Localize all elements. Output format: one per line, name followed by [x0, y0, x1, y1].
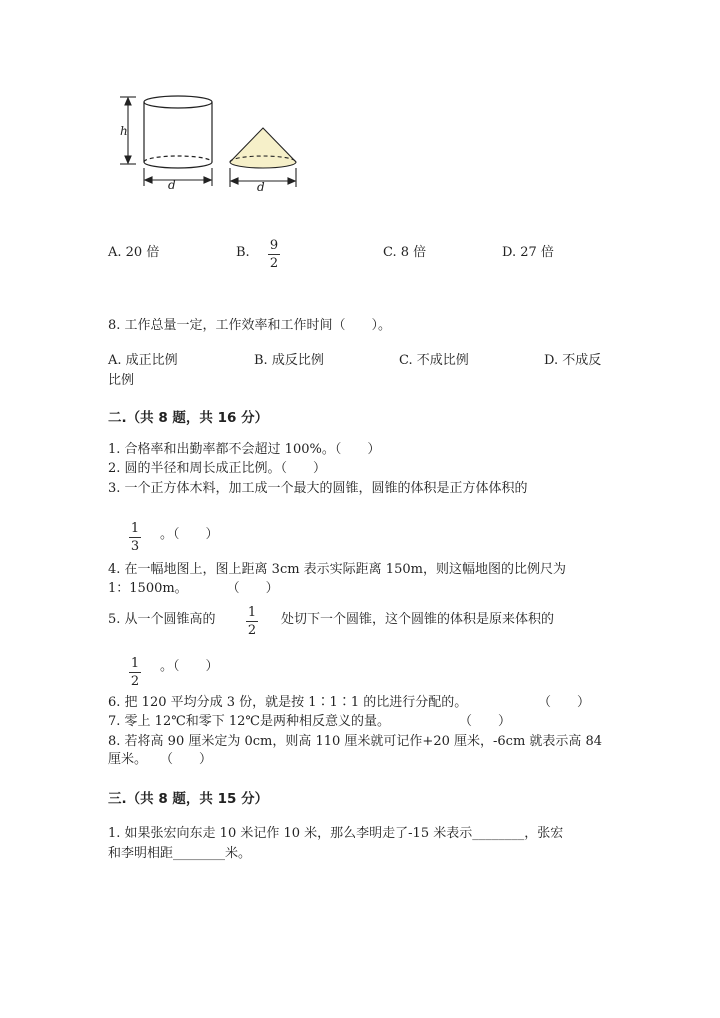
s2-q4-line1: 4. 在一幅地图上，图上距离 3cm 表示实际距离 150m，则这幅地图的比例尺为	[108, 562, 566, 577]
q7-option-d[interactable]: D. 27 倍	[502, 245, 554, 260]
cylinder-diameter-label: d	[168, 178, 176, 192]
geometry-figure	[110, 88, 310, 198]
cone-shape	[230, 128, 296, 168]
cone-diameter-label: d	[257, 180, 265, 194]
fraction-denominator: 3	[130, 539, 140, 554]
s2-q1: 1. 合格率和出勤率都不会超过 100%。（ ）	[108, 442, 381, 457]
q8-option-a[interactable]: A. 成正比例	[108, 353, 178, 368]
s2-q7: 7. 零上 12℃和零下 12℃是两种相反意义的量。	[108, 714, 390, 729]
s2-q8-line2: 厘米。 （ ）	[108, 752, 213, 767]
q8-option-b[interactable]: B. 成反比例	[254, 353, 324, 368]
q8-option-d-continued: 比例	[108, 373, 135, 388]
s2-q5-middle: 处切下一个圆锥，这个圆锥的体积是原来体积的	[281, 612, 555, 627]
fraction-numerator: 1	[247, 605, 257, 620]
s2-q6-paren: （ ）	[538, 695, 591, 710]
s3-q1-line2: 和李明相距________米。	[108, 846, 252, 861]
q7-option-a[interactable]: A. 20 倍	[108, 245, 160, 260]
s2-q2: 2. 圆的半径和周长成正比例。（ ）	[108, 461, 327, 476]
fraction-numerator: 9	[269, 238, 279, 253]
s3-q1-line1: 1. 如果张宏向东走 10 米记作 10 米，那么李明走了-15 米表示________，张宏	[108, 826, 564, 841]
cylinder-shape	[144, 96, 212, 168]
fraction-denominator: 2	[269, 256, 279, 271]
q7-option-b-fraction	[268, 238, 280, 271]
section-2-title: 二.（共 8 题，共 16 分）	[108, 410, 269, 426]
s2-q5-tail: 。（ ）	[160, 659, 219, 674]
q7-option-c[interactable]: C. 8 倍	[383, 245, 427, 260]
fraction-denominator: 2	[130, 674, 140, 689]
s2-q5-start: 5. 从一个圆锥高的	[108, 612, 216, 627]
q7-option-b-label[interactable]: B.	[236, 245, 250, 260]
s2-q3-fraction	[129, 521, 141, 554]
q8-option-c[interactable]: C. 不成比例	[399, 353, 469, 368]
s2-q5-fraction	[246, 605, 258, 638]
fraction-numerator: 1	[130, 656, 140, 671]
fraction-numerator: 1	[130, 521, 140, 536]
s2-q7-paren: （ ）	[459, 714, 512, 729]
s2-q4-line2: 1：1500m。 （ ）	[108, 581, 279, 596]
q8-option-d[interactable]: D. 不成反	[544, 353, 602, 368]
s2-q8-line1: 8. 若将高 90 厘米定为 0cm，则高 110 厘米就可记作+20 厘米，-6cm 就表示高 84	[108, 734, 603, 749]
height-label: h	[120, 124, 128, 138]
section-3-title: 三.（共 8 题，共 15 分）	[108, 791, 269, 807]
s2-q3: 3. 一个正方体木料，加工成一个最大的圆锥，圆锥的体积是正方体体积的	[108, 481, 528, 496]
s2-q5-fraction-2	[129, 656, 141, 689]
fraction-denominator: 2	[247, 623, 257, 638]
cylinder-diameter-dimension	[144, 168, 212, 186]
q8-stem: 8. 工作总量一定，工作效率和工作时间（ ）。	[108, 318, 392, 333]
s2-q6: 6. 把 120 平均分成 3 份，就是按 1∶1∶1 的比进行分配的。	[108, 695, 468, 710]
s2-q3-tail: 。（ ）	[160, 527, 219, 542]
